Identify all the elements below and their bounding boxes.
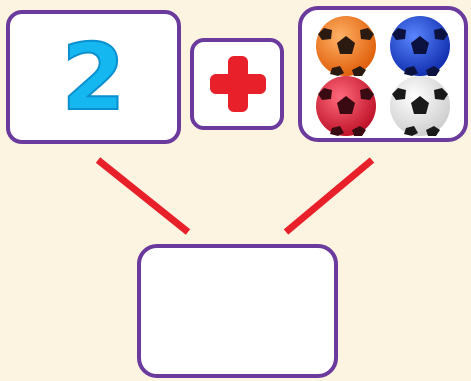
plus-icon bbox=[194, 42, 280, 126]
number-card bbox=[6, 10, 181, 144]
right-connector-line bbox=[286, 160, 372, 232]
orange-soccer-ball-icon bbox=[316, 16, 376, 76]
number-value: 2 bbox=[61, 23, 126, 131]
left-connector-line bbox=[98, 160, 188, 232]
blue-soccer-ball-icon bbox=[390, 16, 450, 76]
white-soccer-ball-icon bbox=[390, 76, 450, 136]
balls-card bbox=[298, 6, 468, 142]
answer-card[interactable] bbox=[137, 244, 338, 378]
operator-card bbox=[190, 38, 284, 130]
red-soccer-ball-icon bbox=[316, 76, 376, 136]
soccer-balls-group bbox=[302, 10, 464, 138]
